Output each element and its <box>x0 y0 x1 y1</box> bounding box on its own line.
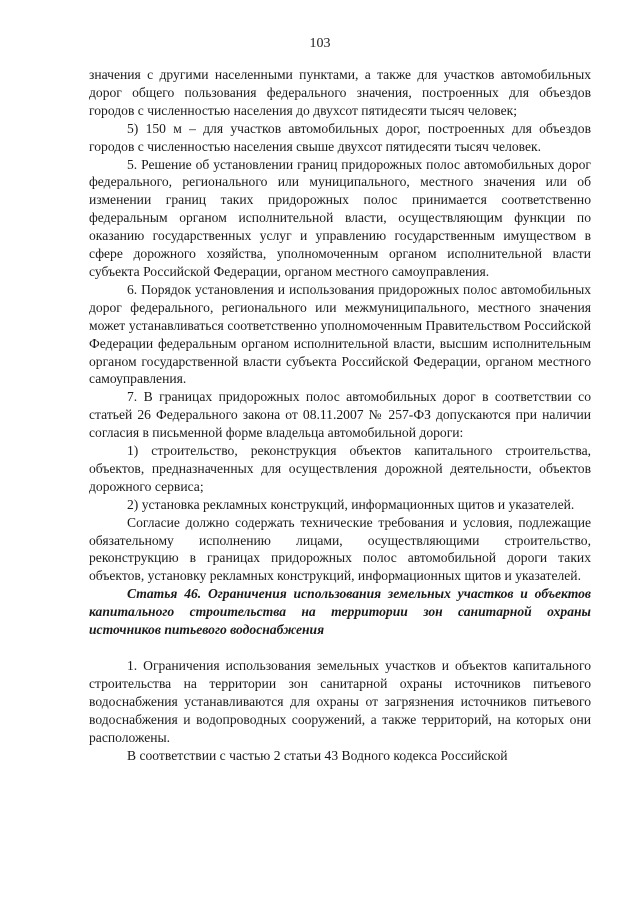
article-paragraph-2: В соответствии с частью 2 статьи 43 Водного кодекса Российской <box>127 747 508 763</box>
consent-paragraph: Согласие должно содержать технические требования и условия, подлежащие обязательному исполнению лицами, осуществляющими строительство, реконструкцию в границах придорожных полос автомобильной дороги таких объектов, установку рекламных конструкций, информационных щитов и указателей. <box>89 514 591 584</box>
paragraph-6: 6. Порядок установления и использования придорожных полос автомобильных дорог федерального, регионального или межмуниципального, местного значения может устанавливаться соответственно уполномоченным Правительством Российской Федерации федеральным органом исполнительной власти, высшим исполнительным органом государственной власти субъекта Российской Федерации, органом местного самоуправления. <box>89 281 591 387</box>
article-heading: Статья 46. Ограничения использования земельных участков и объектов капитального строительства на территории зон санитарной охраны источников питьевого водоснабжения <box>89 586 591 638</box>
document-body <box>89 66 591 764</box>
article-paragraph-1: 1. Ограничения использования земельных участков и объектов капитального строительства на территории зон санитарной охраны источников питьевого водоснабжения устанавливаются для охраны от загрязнения источников питьевого водоснабжения и водопроводных сооружений, а также территорий, на которых они расположены. <box>89 658 591 745</box>
page-number: 103 <box>309 36 331 51</box>
list-item-5: 5) 150 м – для участков автомобильных дорог, построенных для объездов городов с численностью населения свыше двухсот пятидесяти тысяч человек. <box>89 120 591 154</box>
paragraph-continuation: значения с другими населенными пунктами, а также для участков автомобильных дорог общего пользования федерального значения, построенных для объездов городов с численностью населения до двухсот пятидесяти тысяч человек; <box>89 67 591 118</box>
paragraph-7: 7. В границах придорожных полос автомобильных дорог в соответствии со статьей 26 Федерального закона от 08.11.2007 № 257-ФЗ допускаются при наличии согласия в письменной форме владельца автомобильной дороги: <box>89 389 591 441</box>
list-item-2: 2) установка рекламных конструкций, информационных щитов и указателей. <box>127 496 575 512</box>
paragraph-5: 5. Решение об установлении границ придорожных полос автомобильных дорог федерального, регионального или муниципального, местного значения или об изменении границ таких придорожных полос принимается соответственно федеральным органом исполнительной власти, осуществляющим функции по оказанию государственных услуг и управлению государственным имуществом в сфере дорожного хозяйства, уполномоченным органом исполнительной власти субъекта Российской Федерации, органом местного самоуправления. <box>89 156 591 279</box>
heading-spacer <box>89 639 591 657</box>
list-item-1: 1) строительство, реконструкция объектов капитального строительства, объектов, предназначенных для осуществления дорожной деятельности, объектов дорожного сервиса; <box>89 443 591 494</box>
